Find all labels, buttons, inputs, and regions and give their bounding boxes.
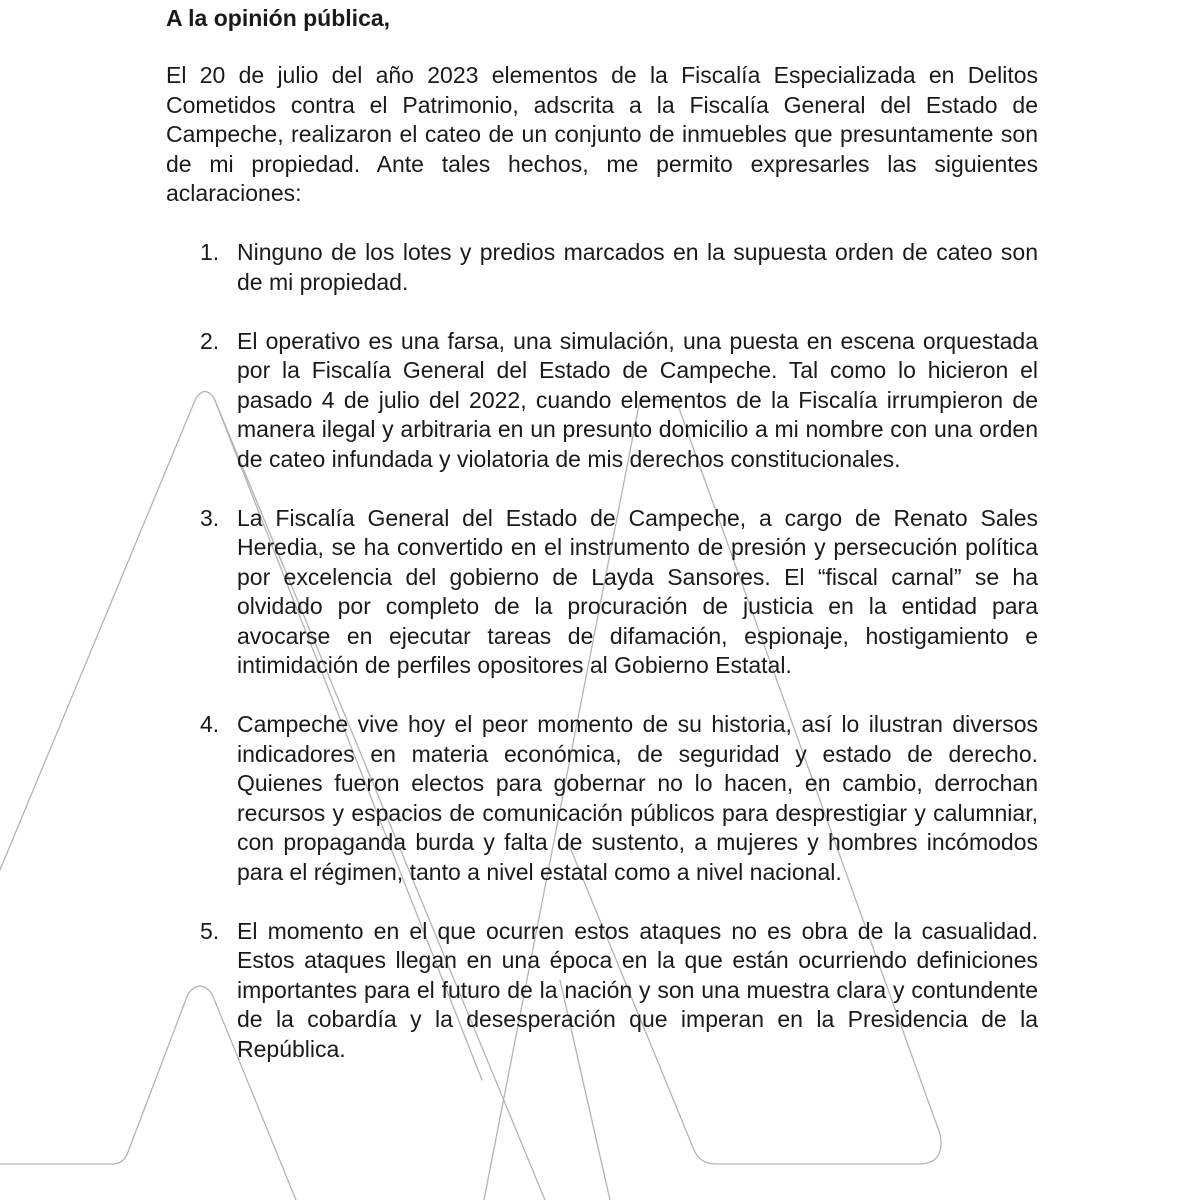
- list-item-text: La Fiscalía General del Estado de Campeche, a cargo de Renato Sales Heredia, se ha convertido en el instrumento de presión y persecución política por excelencia del gobierno de Layda Sansores. El “fiscal carnal” se ha olvidado por completo de la procuración de justicia en la entidad para avocarse en ejecutar tareas de difamación, espionaje, hostigamiento e intimidación de perfiles opositores al Gobierno Estatal.: [237, 504, 1038, 678]
- list-item: [200, 710, 1038, 887]
- list-item: [200, 504, 1038, 681]
- clarifications-list: [200, 238, 1038, 1094]
- letter-salutation: A la opinión pública,: [166, 5, 391, 31]
- list-item-number: 5.: [200, 917, 220, 944]
- list-item-text: Ninguno de los lotes y predios marcados en la supuesta orden de cateo son de mi propiedad.: [237, 239, 1038, 295]
- list-item-number: 2.: [200, 327, 220, 354]
- list-item: [200, 327, 1038, 475]
- letter-intro-paragraph: El 20 de julio del año 2023 elementos de la Fiscalía Especializada en Delitos Cometidos contra el Patrimonio, adscrita a la Fiscalía General del Estado de Campeche, realizaron el cateo de un conjunto de inmuebles que presuntamente son de mi propiedad. Ante tales hechos, me permito expresarles las siguientes aclaraciones:: [166, 62, 1038, 206]
- list-item-number: 1.: [200, 239, 220, 265]
- list-item-text: El momento en el que ocurren estos ataques no es obra de la casualidad. Estos ataques llegan en una época en la que están ocurriendo definiciones importantes para el futuro de la nación y son una muestra clara y contundente de la cobardía y la desesperación que imperan en la Presidencia de la República.: [237, 917, 1038, 1062]
- list-item-text: Campeche vive hoy el peor momento de su historia, así lo ilustran diversos indicadores en materia económica, de seguridad y estado de derecho. Quienes fueron electos para gobernar no lo hacen, en cambio, derrochan recursos y espacios de comunicación públicos para desprestigiar y calumniar, con propaganda burda y falta de sustento, a mujeres y hombres incómodos para el régimen, tanto a nivel estatal como a nivel nacional.: [237, 711, 1038, 885]
- list-item-number: 3.: [200, 504, 220, 531]
- list-item: [200, 238, 1038, 297]
- list-item-number: 4.: [200, 711, 220, 737]
- list-item: [200, 917, 1038, 1065]
- list-item-text: El operativo es una farsa, una simulación, una puesta en escena orquestada por la Fiscalía General del Estado de Campeche. Tal como lo hicieron el pasado 4 de julio del 2022, cuando elementos de la Fiscalía irrumpieron de manera ilegal y arbitraria en un presunto domicilio a mi nombre con una orden de cateo infundada y violatoria de mis derechos constitucionales.: [237, 327, 1038, 472]
